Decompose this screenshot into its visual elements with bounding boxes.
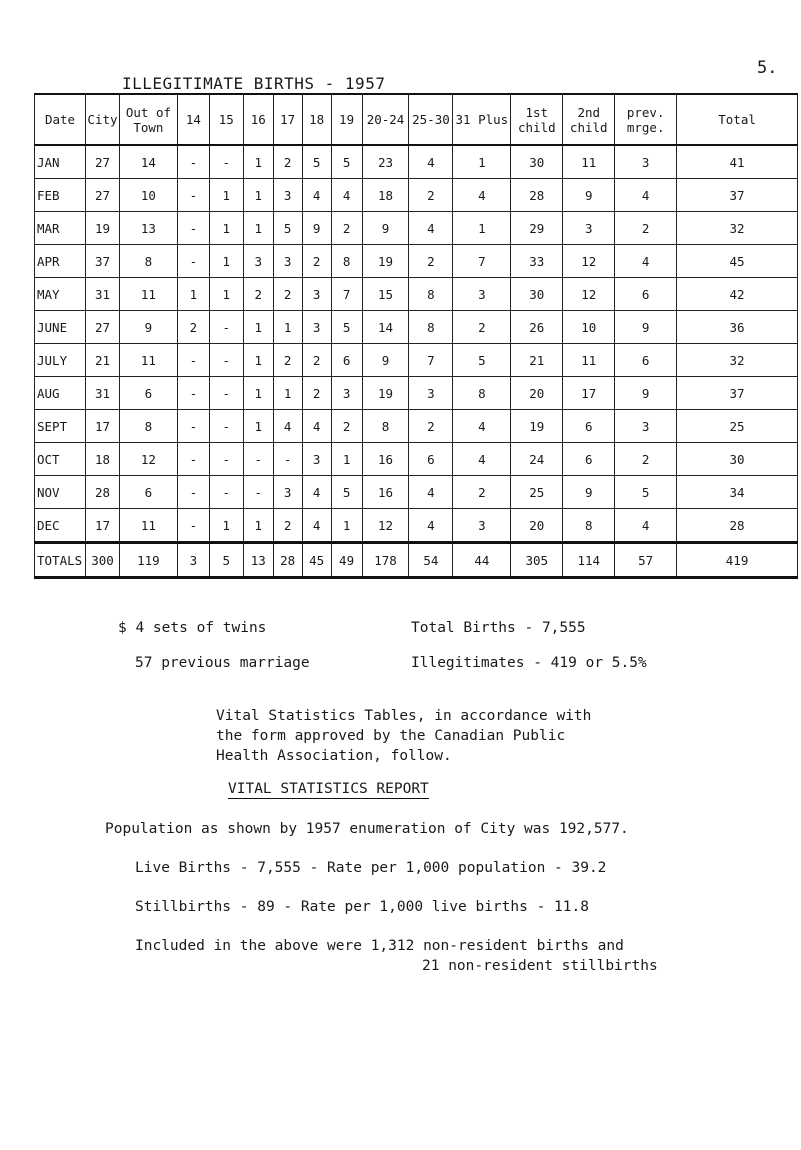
totals-cell: 300 [85,543,119,578]
table-cell: 3 [615,145,677,179]
column-header: 18 [302,94,331,145]
table-cell: 16 [362,443,409,476]
month-cell: DEC [35,509,86,543]
table-cell: 4 [302,476,331,509]
total-births: Total Births - 7,555 [411,620,586,636]
table-cell: 9 [362,344,409,377]
month-cell: JAN [35,145,86,179]
table-cell: 3 [453,278,511,311]
table-cell: 2 [177,311,209,344]
table-cell: 28 [85,476,119,509]
table-cell: - [209,377,243,410]
table-cell: 19 [362,377,409,410]
table-cell: 11 [119,278,177,311]
table-cell: 37 [85,245,119,278]
table-cell: 10 [119,179,177,212]
table-cell: 1 [273,377,302,410]
table-cell: 4 [453,443,511,476]
table-cell: 19 [511,410,563,443]
table-cell: 2 [243,278,273,311]
table-cell: 17 [563,377,615,410]
table-cell: 7 [453,245,511,278]
table-cell: 4 [615,245,677,278]
table-cell: 1 [243,145,273,179]
table-cell: 10 [563,311,615,344]
table-cell: 3 [273,179,302,212]
table-cell: 11 [119,509,177,543]
table-cell: - [209,410,243,443]
table-cell: - [177,212,209,245]
table-cell: - [209,443,243,476]
table-cell: 4 [409,212,453,245]
table-cell: 11 [563,145,615,179]
table-cell: 1 [243,377,273,410]
table-cell: - [177,443,209,476]
table-cell: 1 [331,443,362,476]
table-cell: 42 [677,278,798,311]
table-cell: 6 [615,278,677,311]
table-cell: 3 [331,377,362,410]
table-cell: - [243,443,273,476]
column-header: 15 [209,94,243,145]
table-cell: 2 [409,245,453,278]
table-cell: 4 [302,179,331,212]
table-row [35,509,798,543]
table-cell: 7 [331,278,362,311]
table-cell: 24 [511,443,563,476]
table-row [35,476,798,509]
table-cell: 6 [563,410,615,443]
stillbirths-line: Stillbirths - 89 - Rate per 1,000 live births - 11.8 [135,899,589,915]
table-cell: 34 [677,476,798,509]
illegitimate-births-table [34,93,798,579]
table-cell: 4 [409,145,453,179]
table-cell: 19 [362,245,409,278]
table-row [35,311,798,344]
table-cell: 1 [243,509,273,543]
table-cell: - [243,476,273,509]
table-cell: 30 [511,278,563,311]
table-cell: 31 [85,377,119,410]
table-cell: 14 [119,145,177,179]
table-cell: 41 [677,145,798,179]
table-cell: 3 [453,509,511,543]
table-cell: 19 [85,212,119,245]
table-cell: 2 [409,410,453,443]
table-cell: 1 [209,509,243,543]
column-header: City [85,94,119,145]
totals-cell: 114 [563,543,615,578]
table-cell: 3 [273,476,302,509]
column-header: 19 [331,94,362,145]
population-line: Population as shown by 1957 enumeration of City was 192,577. [105,821,629,837]
totals-cell: 419 [677,543,798,578]
table-cell: 36 [677,311,798,344]
table-cell: 1 [273,311,302,344]
table-cell: 12 [563,278,615,311]
illegitimates-summary: Illegitimates - 419 or 5.5% [411,655,647,671]
table-cell: 3 [302,278,331,311]
table-cell: 29 [511,212,563,245]
table-cell: 5 [273,212,302,245]
table-cell: - [209,476,243,509]
column-header: 2nd child [563,94,615,145]
table-cell: 1 [209,278,243,311]
table-cell: 6 [119,377,177,410]
table-cell: 13 [119,212,177,245]
month-cell: MAY [35,278,86,311]
table-cell: 2 [273,278,302,311]
month-cell: SEPT [35,410,86,443]
table-cell: 4 [409,476,453,509]
table-cell: - [209,344,243,377]
table-cell: 6 [615,344,677,377]
table-cell: 17 [85,509,119,543]
table-cell: 6 [331,344,362,377]
month-cell: APR [35,245,86,278]
table-cell: 8 [409,311,453,344]
table-cell: 25 [511,476,563,509]
table-cell: 8 [453,377,511,410]
table-cell: 2 [273,509,302,543]
table-cell: 8 [119,245,177,278]
column-header: 20-24 [362,94,409,145]
table-row [35,212,798,245]
totals-cell: 54 [409,543,453,578]
month-cell: JUNE [35,311,86,344]
table-cell: 3 [273,245,302,278]
table-cell: 5 [331,145,362,179]
vital-text-line-1: Vital Statistics Tables, in accordance with [216,708,592,724]
table-cell: 1 [243,311,273,344]
table-cell: 1 [209,212,243,245]
table-cell: 4 [409,509,453,543]
table-cell: 17 [85,410,119,443]
table-cell: - [177,179,209,212]
table-cell: - [177,245,209,278]
table-cell: 3 [615,410,677,443]
table-cell: 2 [453,311,511,344]
table-cell: 28 [511,179,563,212]
table-cell: 2 [409,179,453,212]
table-cell: 9 [563,179,615,212]
totals-cell: 178 [362,543,409,578]
table-cell: 6 [563,443,615,476]
table-cell: 6 [119,476,177,509]
table-cell: 26 [511,311,563,344]
column-header: 31 Plus [453,94,511,145]
vital-text-line-2: the form approved by the Canadian Public [216,728,566,744]
totals-cell: 45 [302,543,331,578]
table-cell: - [273,443,302,476]
table-cell: 8 [119,410,177,443]
table-row [35,410,798,443]
totals-cell: 57 [615,543,677,578]
table-cell: 25 [677,410,798,443]
table-cell: 27 [85,179,119,212]
table-cell: 2 [302,245,331,278]
table-cell: 2 [615,212,677,245]
table-cell: 30 [677,443,798,476]
table-row [35,145,798,179]
table-cell: 2 [273,344,302,377]
table-cell: 45 [677,245,798,278]
table-cell: 5 [615,476,677,509]
month-cell: NOV [35,476,86,509]
table-cell: 1 [243,410,273,443]
column-header: Date [35,94,86,145]
table-cell: 20 [511,377,563,410]
table-cell: - [177,145,209,179]
live-births-line: Live Births - 7,555 - Rate per 1,000 population - 39.2 [135,860,607,876]
table-cell: 4 [331,179,362,212]
table-cell: 2 [453,476,511,509]
table-cell: 8 [362,410,409,443]
column-header: 16 [243,94,273,145]
totals-cell: 119 [119,543,177,578]
column-header: 25-30 [409,94,453,145]
table-cell: 11 [563,344,615,377]
table-cell: 11 [119,344,177,377]
table-cell: 9 [119,311,177,344]
table-row [35,443,798,476]
table-cell: 2 [615,443,677,476]
report-heading: VITAL STATISTICS REPORT [228,781,429,797]
twins-note: $ 4 sets of twins [118,620,267,636]
table-cell: 37 [677,377,798,410]
page-number: 5. [757,58,778,78]
table-cell: 2 [331,212,362,245]
table-cell: 9 [615,377,677,410]
totals-cell: 3 [177,543,209,578]
table-row [35,245,798,278]
table-cell: 1 [209,245,243,278]
table-cell: 8 [563,509,615,543]
table-cell: 1 [243,344,273,377]
totals-cell: 44 [453,543,511,578]
table-row [35,344,798,377]
table-cell: - [177,476,209,509]
table-cell: 3 [409,377,453,410]
table-cell: 5 [331,476,362,509]
totals-cell: 28 [273,543,302,578]
table-cell: 18 [85,443,119,476]
table-cell: 3 [563,212,615,245]
table-cell: 4 [615,509,677,543]
table-cell: 4 [302,509,331,543]
column-header: 14 [177,94,209,145]
table-cell: 1 [453,145,511,179]
table-row [35,278,798,311]
table-cell: 21 [85,344,119,377]
column-header: Out of Town [119,94,177,145]
totals-cell: 13 [243,543,273,578]
table-cell: 1 [243,212,273,245]
month-cell: FEB [35,179,86,212]
table-cell: 3 [302,311,331,344]
table-cell: 1 [331,509,362,543]
table-cell: 20 [511,509,563,543]
table-cell: 4 [615,179,677,212]
totals-cell: 49 [331,543,362,578]
included-line-1: Included in the above were 1,312 non-resident births and [135,938,624,954]
month-cell: JULY [35,344,86,377]
table-cell: 2 [302,344,331,377]
table-cell: - [177,509,209,543]
table-cell: 23 [362,145,409,179]
table-cell: 4 [453,179,511,212]
totals-cell: 5 [209,543,243,578]
table-row [35,377,798,410]
table-cell: 3 [243,245,273,278]
column-header: Total [677,94,798,145]
table-cell: 33 [511,245,563,278]
table-cell: 12 [563,245,615,278]
table-cell: 32 [677,212,798,245]
table-cell: 1 [243,179,273,212]
table-cell: 12 [119,443,177,476]
table-cell: - [209,145,243,179]
table-cell: 15 [362,278,409,311]
table-cell: 12 [362,509,409,543]
page-title: ILLEGITIMATE BIRTHS - 1957 [122,74,386,93]
table-cell: 5 [302,145,331,179]
table-cell: 4 [273,410,302,443]
table-cell: 14 [362,311,409,344]
table-cell: 2 [302,377,331,410]
table-cell: 4 [302,410,331,443]
table-cell: 27 [85,145,119,179]
table-body [35,145,798,578]
table-cell: 2 [331,410,362,443]
included-line-2: 21 non-resident stillbirths [422,958,658,974]
previous-marriage-note: 57 previous marriage [135,655,310,671]
totals-cell: 305 [511,543,563,578]
table-cell: 3 [302,443,331,476]
table-cell: - [177,410,209,443]
header-row [35,94,798,145]
table-cell: 28 [677,509,798,543]
table-cell: 2 [273,145,302,179]
table-cell: 9 [302,212,331,245]
table-cell: 5 [331,311,362,344]
table-cell: 4 [453,410,511,443]
table-cell: 1 [453,212,511,245]
column-header: 17 [273,94,302,145]
table-cell: - [177,377,209,410]
month-cell: OCT [35,443,86,476]
table-cell: 6 [409,443,453,476]
table-cell: 16 [362,476,409,509]
table-cell: 18 [362,179,409,212]
table-cell: 7 [409,344,453,377]
table-cell: - [177,344,209,377]
table-cell: 9 [615,311,677,344]
month-cell: AUG [35,377,86,410]
table-cell: 1 [177,278,209,311]
table-cell: 9 [563,476,615,509]
table-cell: 8 [331,245,362,278]
month-cell: MAR [35,212,86,245]
table-cell: 8 [409,278,453,311]
table-row [35,179,798,212]
totals-label: TOTALS [35,543,86,578]
table-cell: 1 [209,179,243,212]
table-cell: 9 [362,212,409,245]
column-header: 1st child [511,94,563,145]
table-cell: 27 [85,311,119,344]
vital-text-line-3: Health Association, follow. [216,748,452,764]
totals-row [35,543,798,578]
table-cell: 32 [677,344,798,377]
table-cell: 30 [511,145,563,179]
table-cell: - [209,311,243,344]
table-cell: 5 [453,344,511,377]
table-cell: 37 [677,179,798,212]
table-cell: 31 [85,278,119,311]
table-cell: 21 [511,344,563,377]
column-header: prev. mrge. [615,94,677,145]
